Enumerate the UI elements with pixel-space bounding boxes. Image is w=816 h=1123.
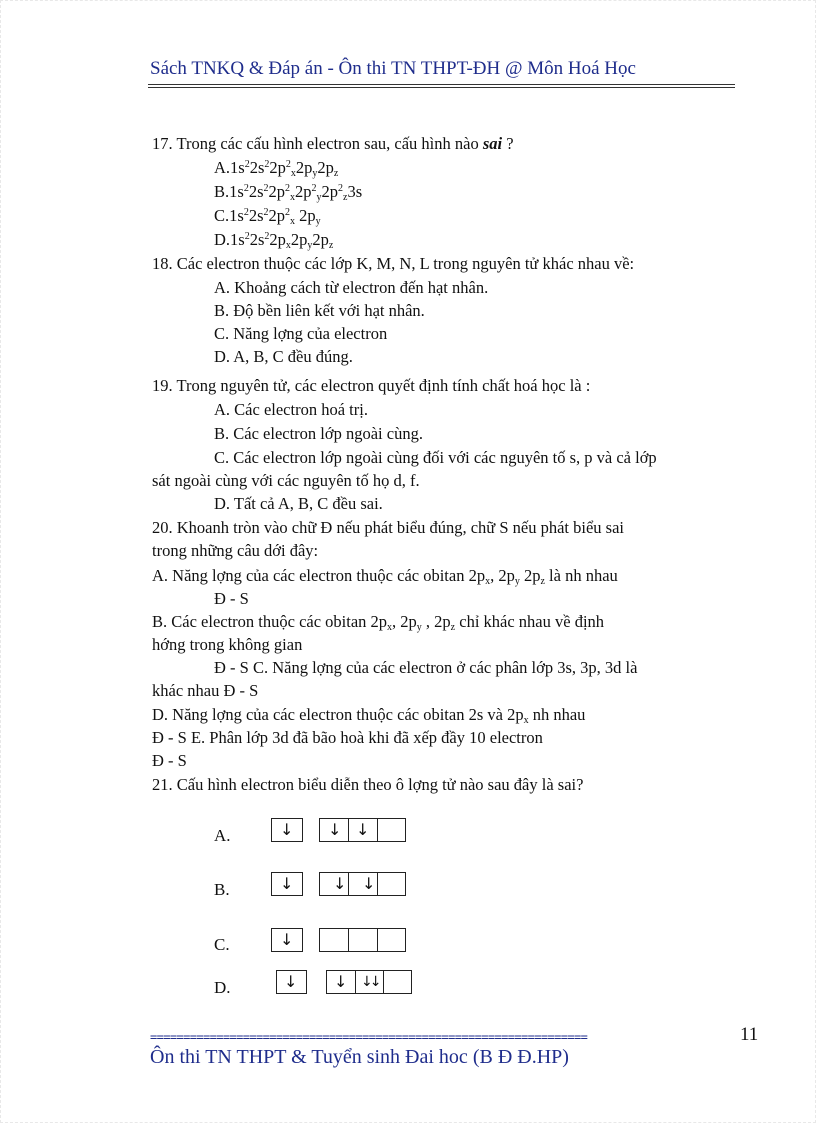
down-arrow-icon: ↓	[280, 874, 294, 893]
q18-option-b: B. Độ bền liên kết với hạt nhân.	[214, 301, 425, 320]
orbital: 2p	[294, 206, 316, 225]
cell-divider	[377, 819, 378, 841]
orbital: 2p	[269, 230, 286, 249]
q19-option-c-cont: sát ngoài cùng với các nguyên tố họ d, f.	[152, 471, 420, 490]
superscript: 2	[263, 183, 269, 194]
subscript: x	[290, 168, 296, 179]
superscript: 2	[243, 207, 249, 218]
superscript: 2	[264, 231, 270, 242]
option-label: D.	[214, 230, 231, 249]
superscript: 2	[285, 159, 291, 170]
q17-stem-end: ?	[502, 134, 514, 153]
q17-option-b	[214, 182, 362, 202]
orbital: 1s	[229, 182, 244, 201]
superscript: 2	[244, 231, 250, 242]
orbital: 2p	[268, 206, 285, 225]
down-arrow-icon: ↓	[333, 874, 347, 893]
header-rule-double	[148, 87, 735, 88]
subscript: x	[285, 240, 291, 251]
q19-option-c: C. Các electron lớp ngoài cùng đối với các nguyên tố s, p và cả lớp	[214, 448, 657, 467]
footer-rule: ==================================================================	[150, 1030, 588, 1044]
orbital: 3s	[347, 182, 363, 201]
superscript: 2	[284, 183, 290, 194]
q19-stem: 19. Trong nguyên tử, các electron quyết định tính chất hoá học là :	[152, 376, 591, 395]
q21-label-b: B.	[214, 880, 230, 899]
option-label: A.	[214, 158, 231, 177]
q20-statement-a	[152, 566, 618, 586]
header-rule	[148, 84, 735, 85]
q21-a-p-box	[319, 818, 406, 842]
subscript: x	[523, 715, 529, 726]
q20-stem: 20. Khoanh tròn vào chữ Đ nếu phát biểu đúng, chữ S nếu phát biểu sai	[152, 518, 624, 537]
orbital: 1s	[229, 206, 244, 225]
q17-stem	[152, 134, 514, 154]
superscript: 2	[244, 159, 250, 170]
q20-statement-b-cont: hớng trong không gian	[152, 635, 303, 654]
q21-label-c: C.	[214, 935, 230, 954]
subscript: z	[450, 622, 456, 633]
q20-statement-c: Đ - S C. Năng lợng của các electron ở các phân lớp 3s, 3p, 3d là	[214, 658, 638, 677]
q21-d-p-box	[326, 970, 412, 994]
orbital: 1s	[230, 230, 245, 249]
subscript: z	[342, 192, 348, 203]
q20-statement-d	[152, 705, 585, 725]
subscript: y	[316, 192, 322, 203]
q19-option-d: D. Tất cả A, B, C đều sai.	[214, 494, 383, 513]
q20-statement-e: Đ - S E. Phân lớp 3d đã bão hoà khi đã xếp đầy 10 electron	[152, 728, 543, 747]
cell-divider	[355, 971, 356, 993]
q18-option-a: A. Khoảng cách từ electron đến hạt nhân.	[214, 278, 489, 297]
orbital: 2p	[317, 158, 334, 177]
orbital: 2p	[295, 158, 313, 177]
superscript: 2	[264, 159, 270, 170]
orbital: 1s	[230, 158, 245, 177]
orbital: 2p	[268, 182, 285, 201]
q21-label-a: A.	[214, 826, 231, 845]
orbital: 2s	[249, 158, 265, 177]
cell-divider	[383, 971, 384, 993]
down-arrow-icon: ↓	[334, 972, 348, 991]
subscript: x	[485, 576, 491, 587]
subscript: z	[540, 576, 545, 587]
down-arrow-icon: ↓	[328, 820, 342, 839]
q17-option-c	[214, 206, 321, 226]
down-arrow-icon: ↓	[280, 930, 294, 949]
q17-option-d	[214, 230, 333, 250]
q20-answer-e: Đ - S	[152, 751, 187, 770]
q21-b-s-box	[271, 872, 303, 896]
text: , 2p	[421, 612, 451, 631]
orbital: 2s	[248, 206, 264, 225]
q17-stem-emphasis: sai	[482, 134, 503, 153]
subscript: z	[328, 240, 334, 251]
orbital: 2p	[321, 182, 338, 201]
orbital: 2p	[290, 230, 308, 249]
q20-stem-cont: trong những câu dới đây:	[152, 541, 319, 560]
down-arrow-pair-icon: ↓↓	[361, 974, 379, 990]
subscript: y	[514, 576, 520, 587]
page-header: Sách TNKQ & Đáp án - Ôn thi TN THPT-ĐH @ Môn Hoá Học	[150, 58, 636, 79]
q21-b-p-box	[319, 872, 406, 896]
q19-option-a: A. Các electron hoá trị.	[214, 400, 368, 419]
text: , 2p	[392, 612, 417, 631]
orbital: 2s	[248, 182, 264, 201]
q18-stem: 18. Các electron thuộc các lớp K, M, N, L trong nguyên tử khác nhau về:	[152, 254, 635, 273]
q18-option-c: C. Năng lợng của electron	[214, 324, 388, 343]
superscript: 2	[311, 183, 317, 194]
cell-divider	[348, 873, 349, 895]
text: B. Các electron thuộc các obitan 2p	[152, 612, 388, 631]
q21-d-s-box	[276, 970, 307, 994]
q21-label-d: D.	[214, 978, 231, 997]
superscript: 2	[337, 183, 343, 194]
q18-option-d: D. A, B, C đều đúng.	[214, 347, 353, 366]
superscript: 2	[243, 183, 249, 194]
q20-statement-c-cont: khác nhau Đ - S	[152, 681, 259, 700]
cell-divider	[377, 929, 378, 951]
subscript: x	[387, 622, 393, 633]
superscript: 2	[263, 207, 269, 218]
subscript: y	[315, 216, 321, 227]
text: là nh nhau	[544, 566, 618, 585]
q21-a-s-box	[271, 818, 303, 842]
subscript: x	[289, 192, 295, 203]
text: 2p	[519, 566, 541, 585]
q19-option-b: B. Các electron lớp ngoài cùng.	[214, 424, 423, 443]
orbital: 2p	[294, 182, 312, 201]
q21-c-s-box	[271, 928, 303, 952]
down-arrow-icon: ↓	[284, 972, 298, 991]
q21-stem: 21. Cấu hình electron biểu diễn theo ô lợng tử nào sau đây là sai?	[152, 775, 584, 794]
cell-divider	[348, 819, 349, 841]
text: chỉ khác nhau về định	[455, 612, 605, 631]
subscript: x	[289, 216, 295, 227]
text: A. Năng lợng của các electron thuộc các obitan 2p	[152, 566, 486, 585]
page-footer: Ôn thi TN THPT & Tuyển sinh Đai hoc (B Đ Đ.HP)	[150, 1046, 569, 1068]
q17-stem-text: 17. Trong các cấu hình electron sau, cấu hình nào	[152, 134, 483, 153]
orbital: 2s	[249, 230, 265, 249]
q17-option-a	[214, 158, 338, 178]
q21-c-p-box	[319, 928, 406, 952]
subscript: y	[312, 168, 318, 179]
text: , 2p	[490, 566, 515, 585]
q20-answer-a: Đ - S	[214, 589, 249, 608]
option-label: B.	[214, 182, 230, 201]
text: D. Năng lợng của các electron thuộc các obitan 2s và 2p	[152, 705, 524, 724]
down-arrow-icon: ↓	[356, 820, 370, 839]
superscript: 2	[284, 207, 290, 218]
option-label: C.	[214, 206, 230, 225]
q20-statement-b	[152, 612, 604, 632]
cell-divider	[348, 929, 349, 951]
down-arrow-icon: ↓	[280, 820, 294, 839]
orbital: 2p	[312, 230, 329, 249]
subscript: y	[307, 240, 313, 251]
orbital: 2p	[269, 158, 286, 177]
down-arrow-icon: ↓	[362, 874, 376, 893]
text: nh nhau	[528, 705, 586, 724]
subscript: z	[333, 168, 339, 179]
subscript: y	[416, 622, 422, 633]
cell-divider	[377, 873, 378, 895]
page-number: 11	[740, 1024, 759, 1045]
